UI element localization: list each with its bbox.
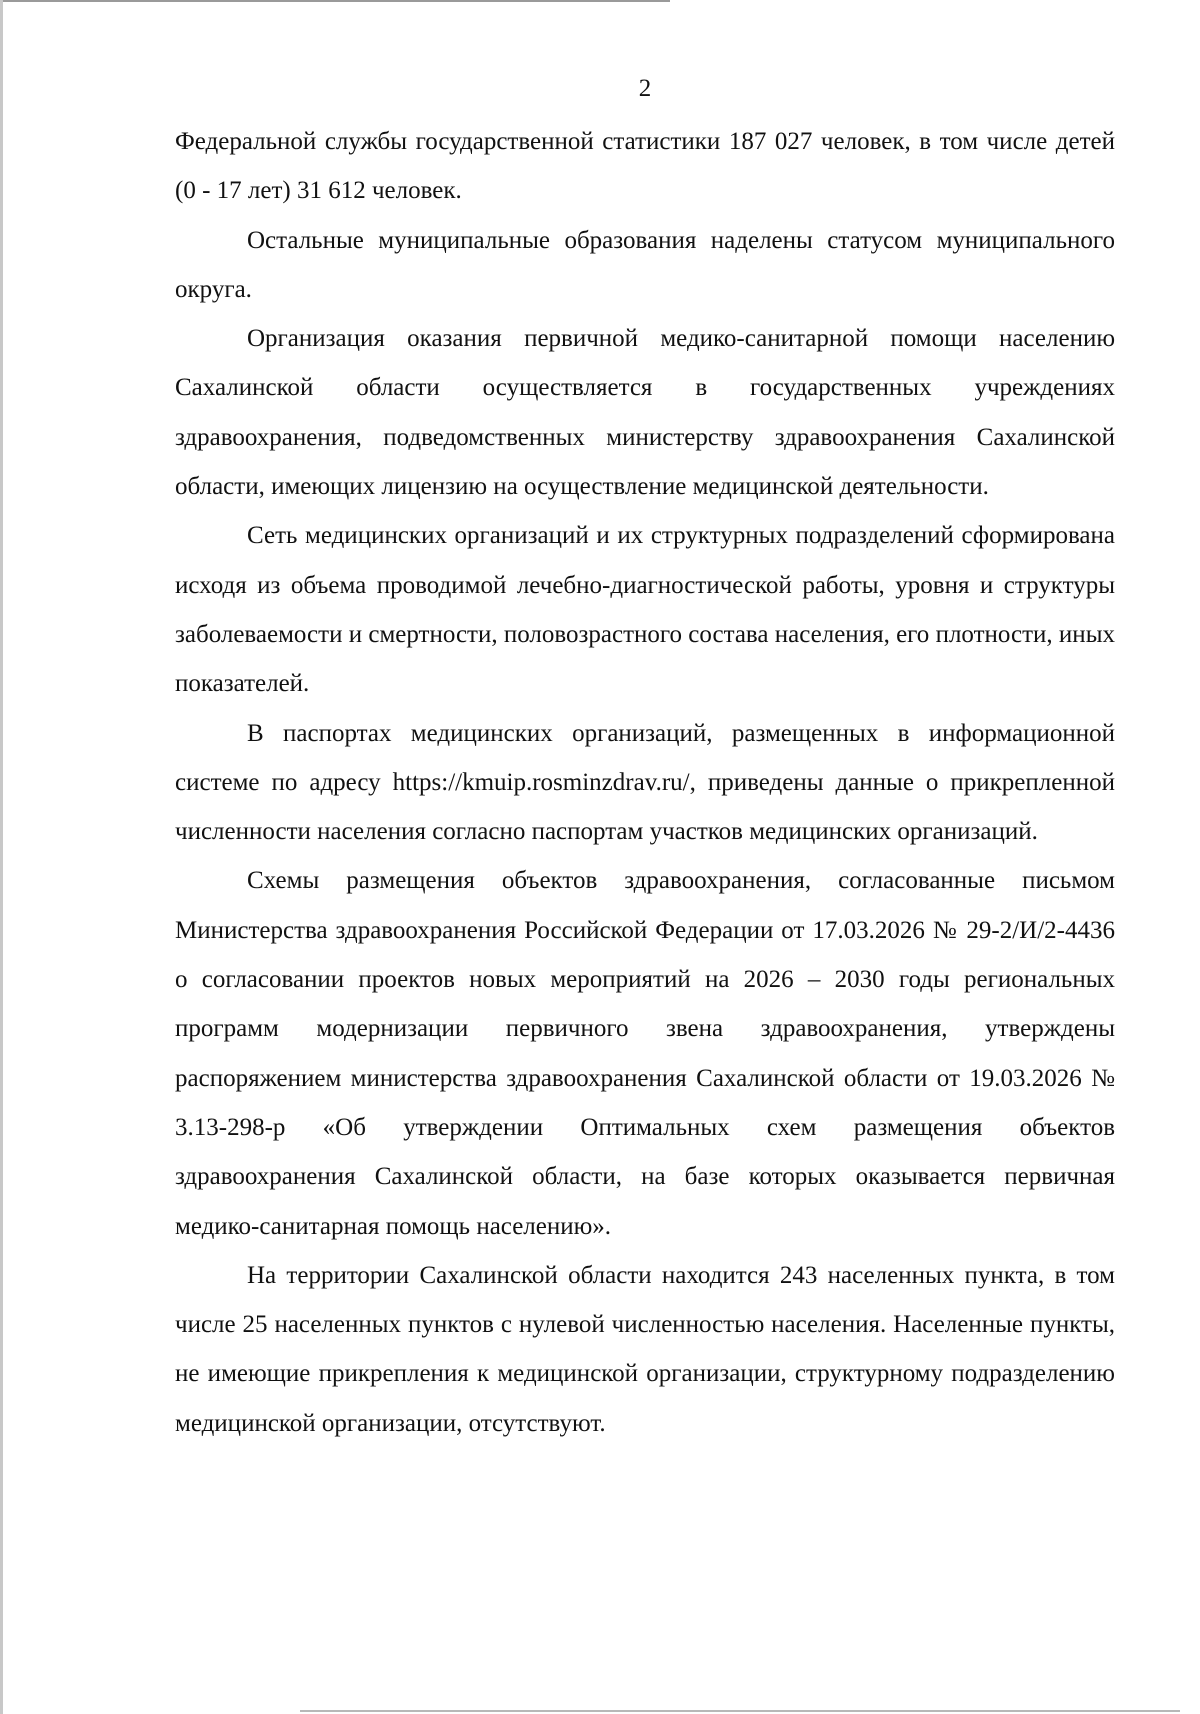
paragraph-municipal-status: Остальные муниципальные образования наделены статусом муниципального округа. [175, 226, 1115, 303]
scan-edge-top [0, 0, 670, 2]
paragraph-placement-schemes: Схемы размещения объектов здравоохранения, согласованные письмом Министерства здравоохранения Российской Федерации от 17.03.2026 № 29-2/И/2-4436 о согласовании проектов новых мероприятий на 2026 – 2030 годы региональных программ модернизации первичного звена здравоохранения, утверждены распоряжением министерства здравоохранения Сахалинской области от 19.03.2026 № 3.13-298-р «Об утверждении Оптимальных схем размещения объектов здравоохранения Сахалинской области, на базе которых оказывается первичная медико-санитарная помощь населению». [175, 867, 1115, 1240]
document-body [175, 117, 1115, 1448]
page-number: 2 [638, 75, 652, 102]
paragraph-statistics: Федеральной службы государственной статистики 187 027 человек, в том числе детей (0 - 17 лет) 31 612 человек. [175, 128, 1115, 205]
paragraph-settlements: На территории Сахалинской области находится 243 населенных пункта, в том числе 25 населенных пунктов с нулевой численностью населения. Населенные пункты, не имеющие прикрепления к медицинской организации, структурному подразделению медицинской организации, отсутствуют. [175, 1261, 1115, 1437]
paragraph-network-formation: Сеть медицинских организаций и их структурных подразделений сформирована исходя из объема проводимой лечебно-диагностической работы, уровня и структуры заболеваемости и смертности, половозрастного состава населения, его плотности, иных показателей. [175, 522, 1115, 698]
paragraph-primary-care-organization: Организация оказания первичной медико-санитарной помощи населению Сахалинской области осуществляется в государственных учреждениях здравоохранения, подведомственных министерству здравоохранения Сахалинской области, имеющих лицензию на осуществление медицинской деятельности. [175, 325, 1115, 501]
scan-edge-left [0, 0, 3, 1714]
paragraph-passports: В паспортах медицинских организаций, размещенных в информационной системе по адресу https://kmuip.rosminzdrav.ru/, приведены данные о прикрепленной численности населения согласно паспортам участков медицинских организаций. [175, 719, 1115, 846]
scan-edge-bottom [300, 1710, 1180, 1712]
